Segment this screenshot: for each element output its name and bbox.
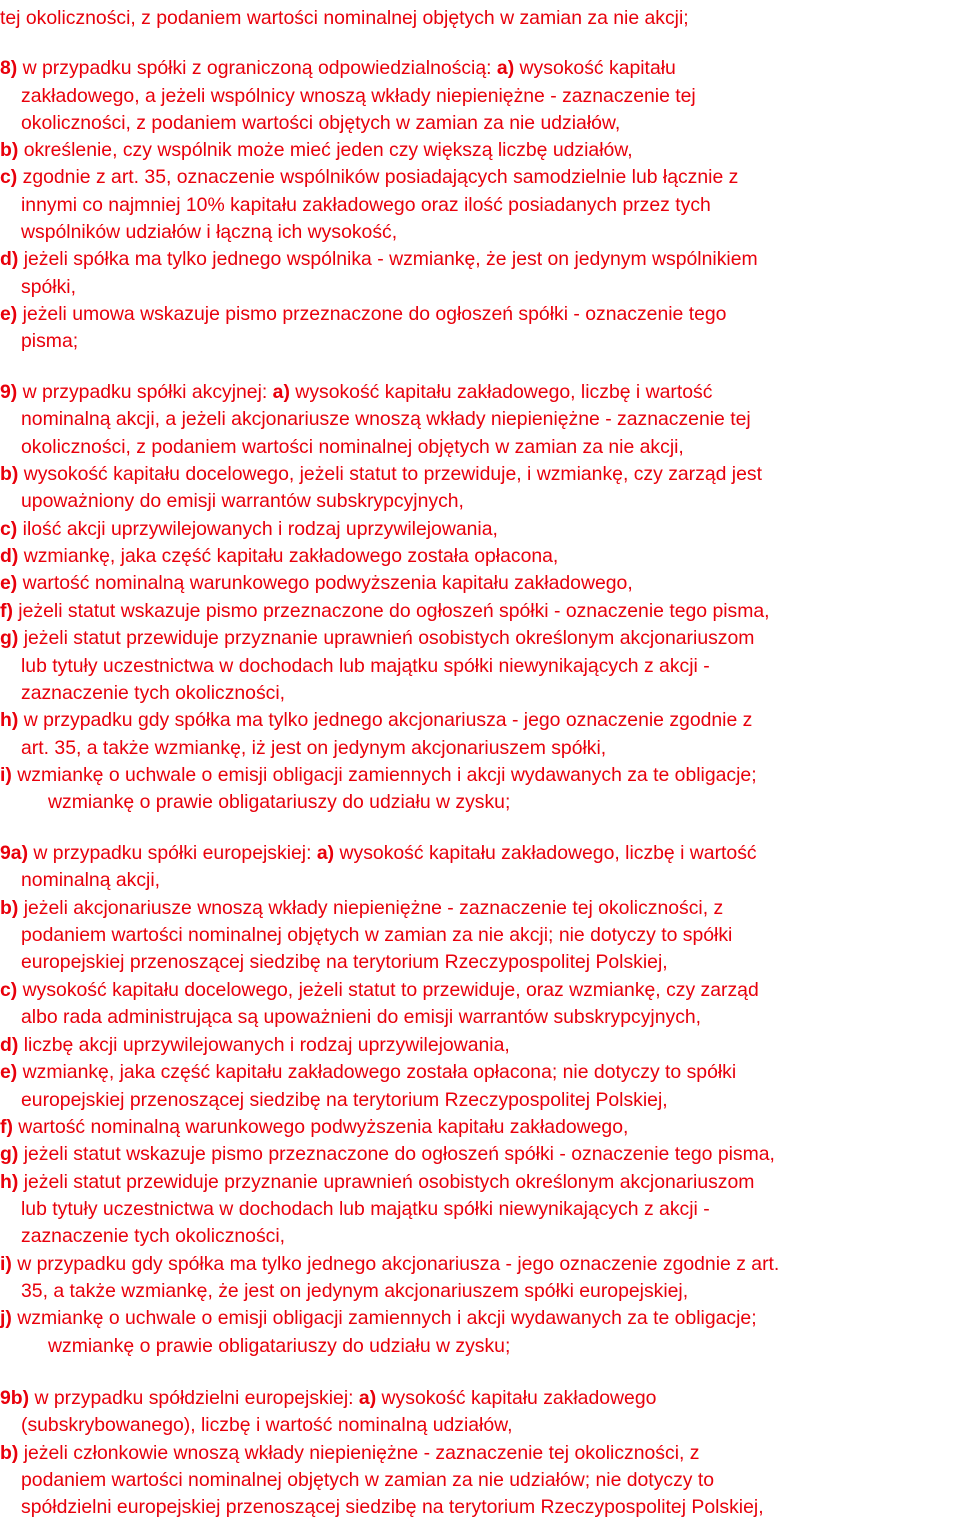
line-text: podaniem wartości nominalnej objętych w zamian za nie udziałów; nie dotyczy to xyxy=(21,1469,715,1491)
item-marker: f) xyxy=(0,1116,13,1138)
text-line xyxy=(21,1223,285,1250)
text-line xyxy=(0,543,558,570)
text-line xyxy=(0,1032,510,1059)
text-line xyxy=(21,1278,688,1305)
item-marker: f) xyxy=(0,600,13,622)
line-text: europejskiej przenoszącej siedzibę na terytorium Rzeczypospolitej Polskiej, xyxy=(21,951,668,973)
line-text: w przypadku gdy spółka ma tylko jednego akcjonariusza - jego oznaczenie zgodnie z xyxy=(18,709,753,731)
text-line xyxy=(0,301,726,328)
line-text: pisma; xyxy=(21,330,79,352)
text-line xyxy=(0,977,759,1004)
item-marker: e) xyxy=(0,303,18,325)
text-line xyxy=(21,735,606,762)
text-line xyxy=(21,1467,714,1494)
item-marker: a) xyxy=(316,842,335,864)
text-line xyxy=(0,598,770,625)
line-text: zakładowego, a jeżeli wspólnicy wnoszą wkłady niepieniężne - zaznaczenie tej xyxy=(21,85,696,107)
item-marker: c) xyxy=(0,518,18,540)
text-line xyxy=(21,1196,710,1223)
text-line xyxy=(21,1494,764,1521)
line-text: zaznaczenie tych okoliczności, xyxy=(21,1225,286,1247)
item-marker: e) xyxy=(0,1061,18,1083)
text-line xyxy=(21,488,464,515)
item-marker: h) xyxy=(0,709,19,731)
text-line xyxy=(0,55,676,82)
text-line xyxy=(0,137,633,164)
line-text: w przypadku spółdzielni europejskiej: xyxy=(29,1387,359,1409)
text-line xyxy=(21,110,620,137)
line-text: jeżeli spółka ma tylko jednego wspólnika - wzmiankę, że jest on jedynym wspólnikiem xyxy=(18,248,758,270)
text-line xyxy=(21,867,160,894)
text-line xyxy=(0,1305,757,1332)
line-text: w przypadku spółki z ograniczoną odpowiedzialnością: xyxy=(17,57,497,79)
item-marker: e) xyxy=(0,572,18,594)
line-text: jeżeli statut przewiduje przyznanie uprawnień osobistych określonym akcjonariuszom xyxy=(18,627,755,649)
item-marker: g) xyxy=(0,1143,19,1165)
text-line xyxy=(21,328,78,355)
item-marker: c) xyxy=(0,979,18,1001)
line-text: zaznaczenie tych okoliczności, xyxy=(21,682,286,704)
text-line xyxy=(0,625,754,652)
text-line xyxy=(48,789,510,816)
line-text: wzmiankę o uchwale o emisji obligacji zamiennych i akcji wydawanych za te obligacje; xyxy=(11,1307,757,1329)
item-marker: i) xyxy=(0,764,12,786)
line-text: albo rada administrująca są upoważnieni do emisji warrantów subskrypcyjnych, xyxy=(21,1006,702,1028)
line-text: spółdzielni europejskiej przenoszącej siedzibę na terytorium Rzeczypospolitej Polskiej, xyxy=(21,1496,764,1518)
item-marker: 9a) xyxy=(0,842,29,864)
line-text: wysokość kapitału xyxy=(514,57,676,79)
text-line xyxy=(0,246,758,273)
line-text: zgodnie z art. 35, oznaczenie wspólników posiadających samodzielnie lub łącznie z xyxy=(17,166,739,188)
item-marker: 9) xyxy=(0,381,18,403)
item-marker: a) xyxy=(496,57,515,79)
line-text: wzmiankę, jaka część kapitału zakładowego została opłacona; nie dotyczy to spółki xyxy=(17,1061,737,1083)
line-text: wysokość kapitału zakładowego, liczbę i wartość xyxy=(289,381,713,403)
line-text: jeżeli akcjonariusze wnoszą wkłady niepieniężne - zaznaczenie tej okoliczności, z xyxy=(18,897,724,919)
line-text: wartość nominalną warunkowego podwyższenia kapitału zakładowego, xyxy=(12,1116,629,1138)
text-line xyxy=(21,1087,668,1114)
line-text: nominalną akcji, a jeżeli akcjonariusze wnoszą wkłady niepieniężne - zaznaczenie tej xyxy=(21,408,751,430)
line-text: wysokość kapitału docelowego, jeżeli statut to przewiduje, oraz wzmiankę, czy zarząd xyxy=(17,979,759,1001)
line-text: liczbę akcji uprzywilejowanych i rodzaj uprzywilejowania, xyxy=(18,1034,510,1056)
text-line xyxy=(21,434,684,461)
line-text: wysokość kapitału docelowego, jeżeli statut to przewiduje, i wzmiankę, czy zarząd jest xyxy=(18,463,762,485)
line-text: okoliczności, z podaniem wartości objętych w zamian za nie udziałów, xyxy=(21,112,621,134)
item-marker: j) xyxy=(0,1307,12,1329)
text-line xyxy=(0,840,757,867)
line-text: wysokość kapitału zakładowego, liczbę i wartość xyxy=(334,842,757,864)
text-line xyxy=(0,895,723,922)
line-text: wzmiankę o prawie obligatariuszy do udziału w zysku; xyxy=(48,791,511,813)
line-text: w przypadku spółki akcyjnej: xyxy=(17,381,273,403)
line-text: art. 35, a także wzmiankę, iż jest on jedynym akcjonariuszem spółki, xyxy=(21,737,607,759)
text-line xyxy=(0,570,633,597)
text-line xyxy=(0,1141,775,1168)
item-marker: b) xyxy=(0,463,19,485)
text-line xyxy=(0,516,498,543)
line-text: jeżeli członkowie wnoszą wkłady niepieniężne - zaznaczenie tej okoliczności, z xyxy=(18,1442,700,1464)
item-marker: 9b) xyxy=(0,1387,30,1409)
line-text: wzmiankę o uchwale o emisji obligacji zamiennych i akcji wydawanych za te obligacje; xyxy=(11,764,757,786)
line-text: jeżeli statut przewiduje przyznanie uprawnień osobistych określonym akcjonariuszom xyxy=(18,1171,755,1193)
item-marker: d) xyxy=(0,1034,19,1056)
line-text: lub tytuły uczestnictwa w dochodach lub majątku spółki niewynikających z akcji - xyxy=(21,655,710,677)
item-marker: d) xyxy=(0,248,19,270)
item-marker: a) xyxy=(358,1387,377,1409)
text-line xyxy=(0,1440,699,1467)
text-line xyxy=(0,1251,779,1278)
text-line xyxy=(0,461,762,488)
line-text: wspólników udziałów i łączną ich wysokość, xyxy=(21,221,398,243)
line-text: tej okoliczności, z podaniem wartości nominalnej objętych w zamian za nie akcji; xyxy=(0,7,689,29)
item-marker: b) xyxy=(0,897,19,919)
item-marker: d) xyxy=(0,545,19,567)
line-text: ilość akcji uprzywilejowanych i rodzaj uprzywilejowania, xyxy=(17,518,498,540)
line-text: lub tytuły uczestnictwa w dochodach lub majątku spółki niewynikających z akcji - xyxy=(21,1198,710,1220)
text-line xyxy=(21,653,710,680)
item-marker: b) xyxy=(0,139,19,161)
line-text: wysokość kapitału zakładowego xyxy=(376,1387,657,1409)
item-marker: i) xyxy=(0,1253,12,1275)
text-line xyxy=(0,1114,628,1141)
line-text: innymi co najmniej 10% kapitału zakładowego oraz ilość posiadanych przez tych xyxy=(21,194,711,216)
text-line xyxy=(21,1004,701,1031)
line-text: określenie, czy wspólnik może mieć jeden czy większą liczbę udziałów, xyxy=(18,139,633,161)
text-line xyxy=(0,707,752,734)
line-text: jeżeli statut wskazuje pismo przeznaczone do ogłoszeń spółki - oznaczenie tego pisma, xyxy=(12,600,770,622)
text-line xyxy=(0,1385,656,1412)
item-marker: h) xyxy=(0,1171,19,1193)
text-line xyxy=(21,1412,512,1439)
text-line xyxy=(0,5,689,32)
text-line xyxy=(0,379,712,406)
text-line xyxy=(21,83,696,110)
line-text: nominalną akcji, xyxy=(21,869,161,891)
line-text: w przypadku spółki europejskiej: xyxy=(28,842,317,864)
line-text: jeżeli umowa wskazuje pismo przeznaczone do ogłoszeń spółki - oznaczenie tego xyxy=(17,303,727,325)
item-marker: c) xyxy=(0,166,18,188)
text-line xyxy=(21,219,397,246)
text-line xyxy=(0,1059,736,1086)
line-text: spółki, xyxy=(21,276,76,298)
text-line xyxy=(0,164,738,191)
text-line xyxy=(48,1333,510,1360)
line-text: upoważniony do emisji warrantów subskrypcyjnych, xyxy=(21,490,464,512)
text-line xyxy=(21,406,751,433)
line-text: wzmiankę, jaka część kapitału zakładowego została opłacona, xyxy=(18,545,559,567)
text-line xyxy=(21,922,732,949)
line-text: wzmiankę o prawie obligatariuszy do udziału w zysku; xyxy=(48,1335,511,1357)
item-marker: a) xyxy=(272,381,290,403)
line-text: (subskrybowanego), liczbę i wartość nominalną udziałów, xyxy=(21,1414,513,1436)
text-line xyxy=(0,762,757,789)
text-line xyxy=(21,949,668,976)
text-line xyxy=(21,192,711,219)
line-text: europejskiej przenoszącej siedzibę na terytorium Rzeczypospolitej Polskiej, xyxy=(21,1089,668,1111)
text-line xyxy=(0,1169,754,1196)
text-line xyxy=(21,680,285,707)
line-text: jeżeli statut wskazuje pismo przeznaczone do ogłoszeń spółki - oznaczenie tego pisma, xyxy=(18,1143,775,1165)
line-text: wartość nominalną warunkowego podwyższenia kapitału zakładowego, xyxy=(17,572,633,594)
item-marker: b) xyxy=(0,1442,19,1464)
item-marker: g) xyxy=(0,627,19,649)
line-text: okoliczności, z podaniem wartości nominalnej objętych w zamian za nie akcji, xyxy=(21,436,684,458)
text-line xyxy=(21,274,76,301)
item-marker: 8) xyxy=(0,57,18,79)
line-text: w przypadku gdy spółka ma tylko jednego akcjonariusza - jego oznaczenie zgodnie z art. xyxy=(11,1253,780,1275)
line-text: 35, a także wzmiankę, że jest on jedynym akcjonariuszem spółki europejskiej, xyxy=(21,1280,689,1302)
line-text: podaniem wartości nominalnej objętych w zamian za nie akcji; nie dotyczy to spółki xyxy=(21,924,733,946)
